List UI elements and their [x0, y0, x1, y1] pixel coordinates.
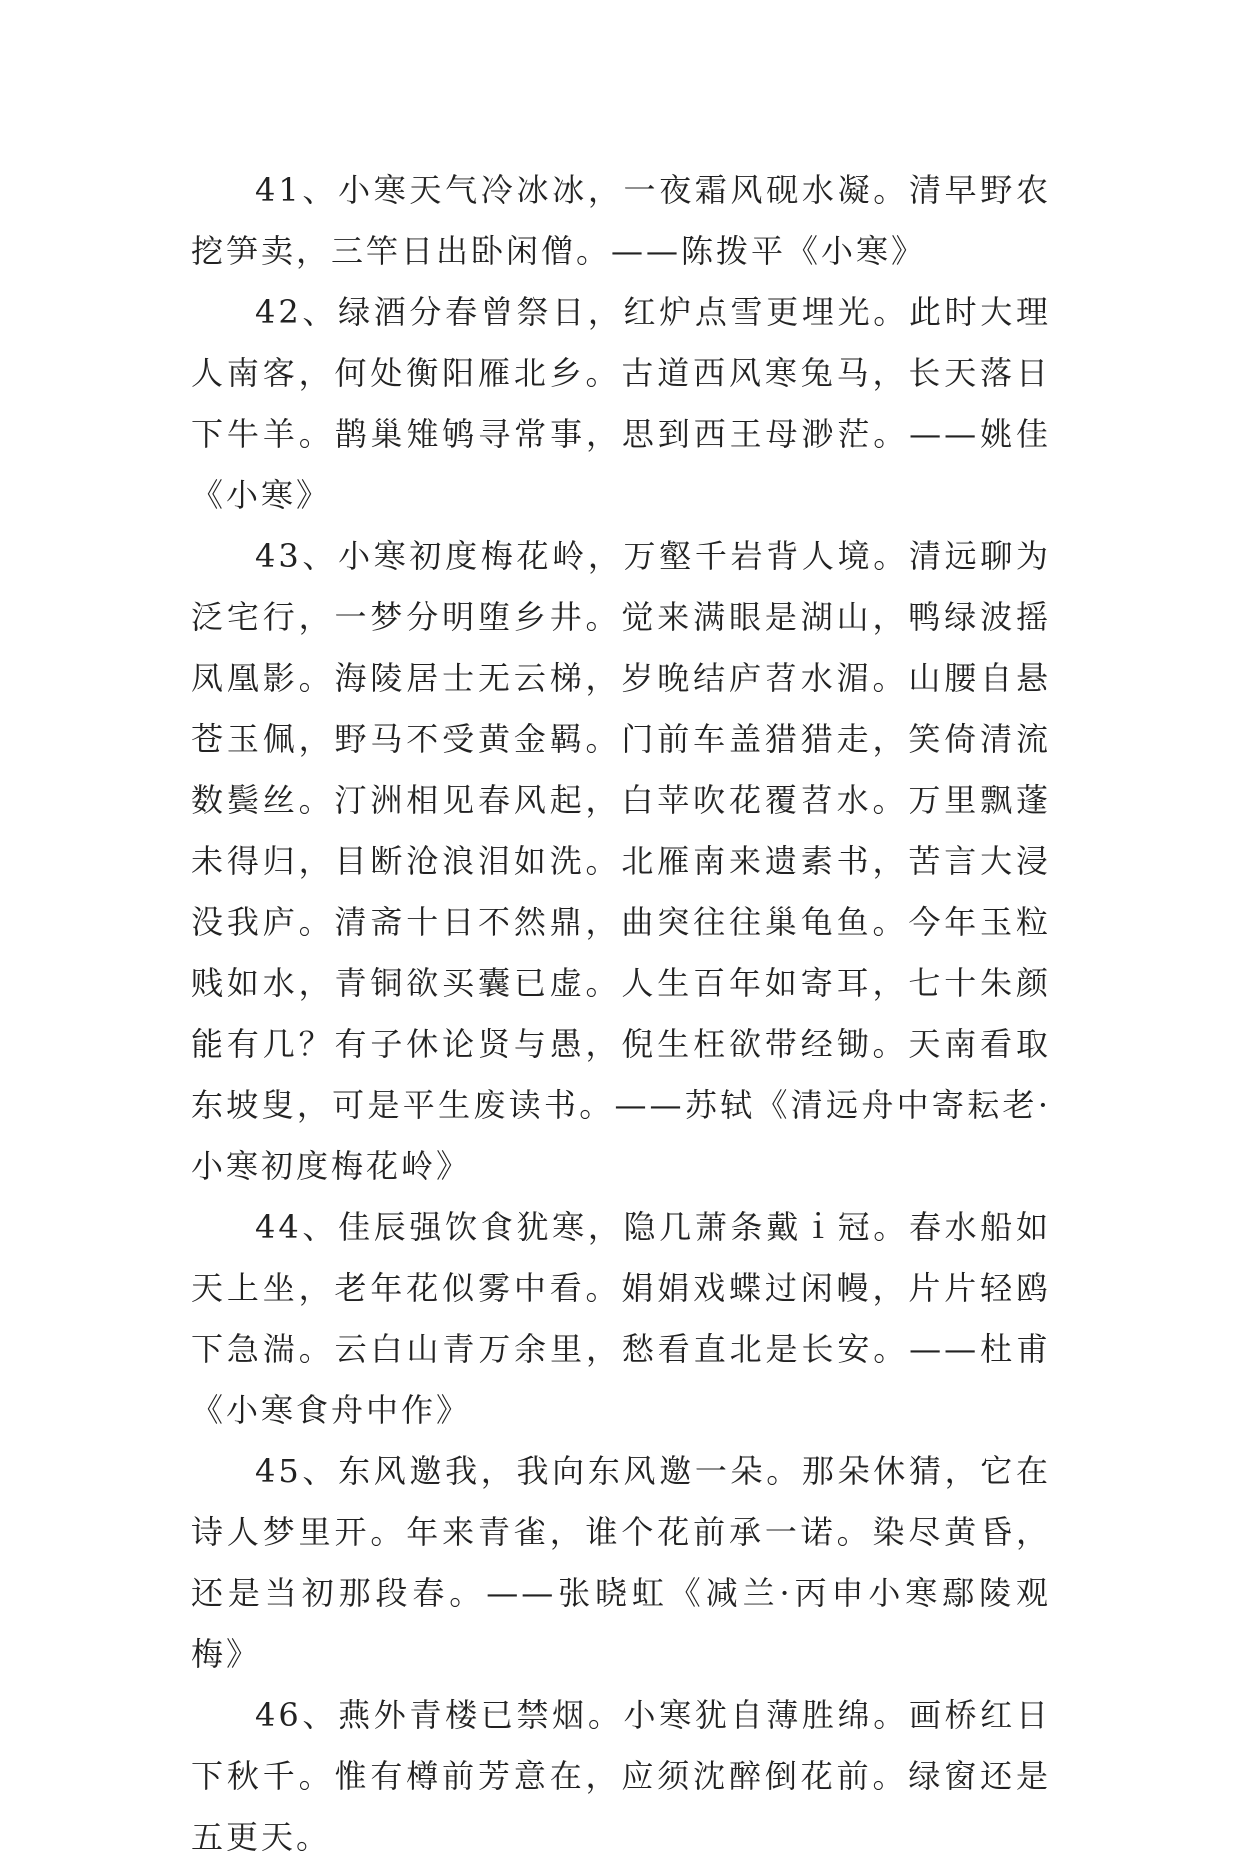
poem-paragraph-44: 44、佳辰强饮食犹寒，隐几萧条戴ｉ冠。春水船如天上坐，老年花似雾中看。娟娟戏蝶过闲幔，片片轻鸥下急湍。云白山青万余里，愁看直北是长安。——杜甫《小寒食舟中作》 — [191, 1208, 1051, 1429]
document-body — [191, 160, 1051, 1868]
poem-paragraph-45: 45、东风邀我，我向东风邀一朵。那朵休猜，它在诗人梦里开。年来青雀，谁个花前承一诺。染尽黄昏，还是当初那段春。——张晓虹《减兰·丙申小寒鄢陵观梅》 — [191, 1452, 1051, 1673]
poem-paragraph-42: 42、绿酒分春曾祭日，红炉点雪更埋光。此时大理人南客，何处衡阳雁北乡。古道西风寒兔马，长天落日下牛羊。鹊巢雉鸲寻常事，思到西王母渺茫。——姚佳《小寒》 — [191, 293, 1051, 514]
poem-paragraph-46: 46、燕外青楼已禁烟。小寒犹自薄胜绵。画桥红日下秋千。惟有樽前芳意在，应须沈醉倒花前。绿窗还是五更天。 — [191, 1696, 1051, 1856]
poem-paragraph-41: 41、小寒天气冷冰冰，一夜霜风砚水凝。清早野农挖笋卖，三竿日出卧闲僧。——陈拨平《小寒》 — [191, 171, 1051, 270]
poem-paragraph-43: 43、小寒初度梅花岭，万壑千岩背人境。清远聊为泛宅行，一梦分明堕乡井。觉来满眼是湖山，鸭绿波摇凤凰影。海陵居士无云梯，岁晚结庐苕水湄。山腰自悬苍玉佩，野马不受黄金羁。门前车盖猎猎走，笑倚清流数鬓丝。汀洲相见春风起，白苹吹花覆苕水。万里飘蓬未得归，目断沧浪泪如洗。北雁南来遗素书，苦言大浸没我庐。清斋十日不然鼎，曲突往往巢龟鱼。今年玉粒贱如水，青铜欲买囊已虚。人生百年如寄耳，七十朱颜能有几？有子休论贤与愚，倪生枉欲带经锄。天南看取东坡叟，可是平生废读书。——苏轼《清远舟中寄耘老·小寒初度梅花岭》 — [191, 537, 1051, 1185]
